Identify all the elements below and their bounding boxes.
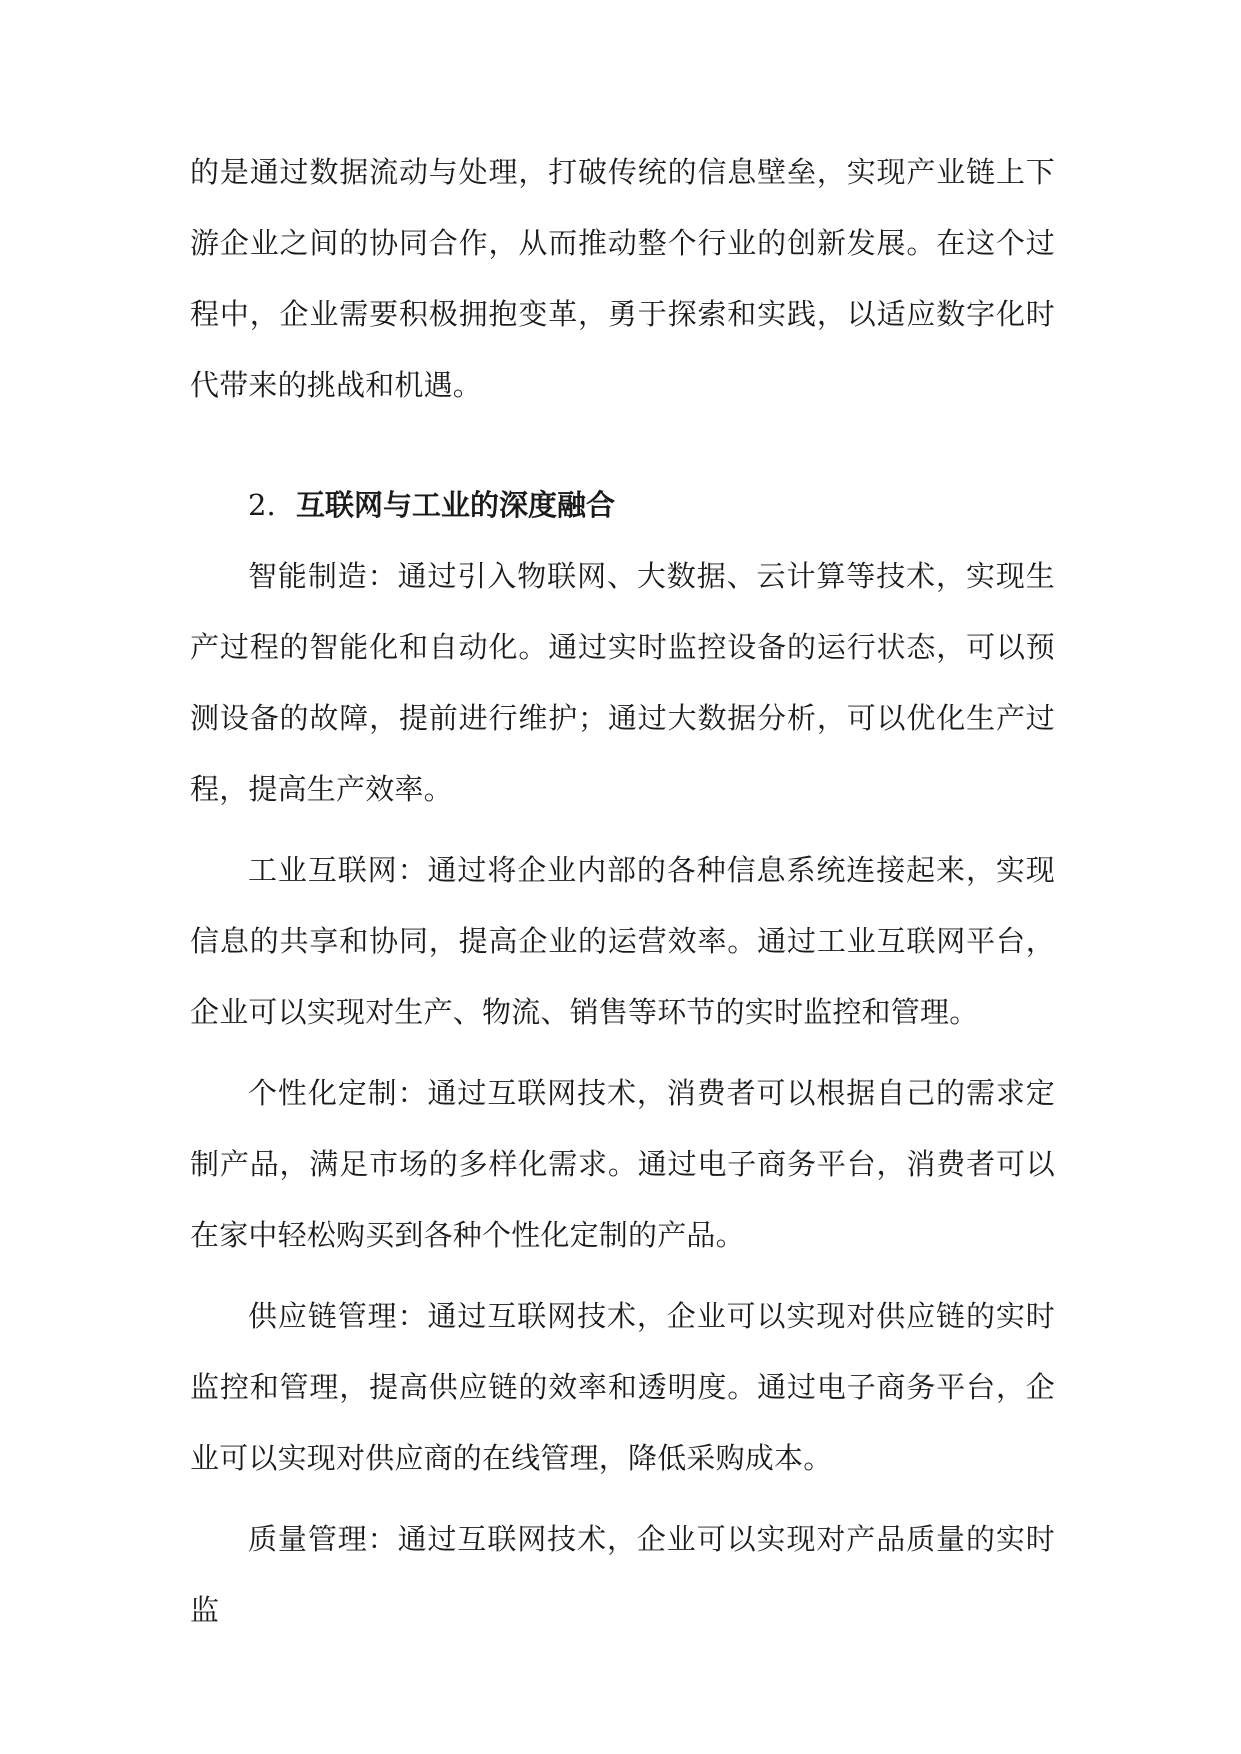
section-body (190, 541, 1055, 1656)
intro-paragraph: 的是通过数据流动与处理，打破传统的信息壁垒，实现产业链上下游企业之间的协同合作，从而推动整个行业的创新发展。在这个过程中，企业需要积极拥抱变革，勇于探索和实践，以适应数字化时代带来的挑战和机遇。 (190, 155, 1055, 402)
section-title: 互联网与工业的深度融合 (296, 488, 616, 522)
paragraph-intelligent-manufacturing: 智能制造：通过引入物联网、大数据、云计算等技术，实现生产过程的智能化和自动化。通过实时监控设备的运行状态，可以预测设备的故障，提前进行维护；通过大数据分析，可以优化生产过程，提高生产效率。 (190, 559, 1055, 806)
section-number: 2. (248, 488, 276, 522)
paragraph-industrial-internet: 工业互联网：通过将企业内部的各种信息系统连接起来，实现信息的共享和协同，提高企业的运营效率。通过工业互联网平台，企业可以实现对生产、物流、销售等环节的实时监控和管理。 (190, 853, 1055, 1029)
section-heading (248, 470, 615, 541)
paragraph-supply-chain-management: 供应链管理：通过互联网技术，企业可以实现对供应链的实时监控和管理，提高供应链的效率和透明度。通过电子商务平台，企业可以实现对供应商的在线管理，降低采购成本。 (190, 1299, 1055, 1475)
paragraph-personalized-customization: 个性化定制：通过互联网技术，消费者可以根据自己的需求定制产品，满足市场的多样化需求。通过电子商务平台，消费者可以在家中轻松购买到各种个性化定制的产品。 (190, 1076, 1055, 1252)
document-page (190, 0, 1055, 1754)
paragraph-quality-management: 质量管理：通过互联网技术，企业可以实现对产品质量的实时监 (190, 1522, 1055, 1627)
